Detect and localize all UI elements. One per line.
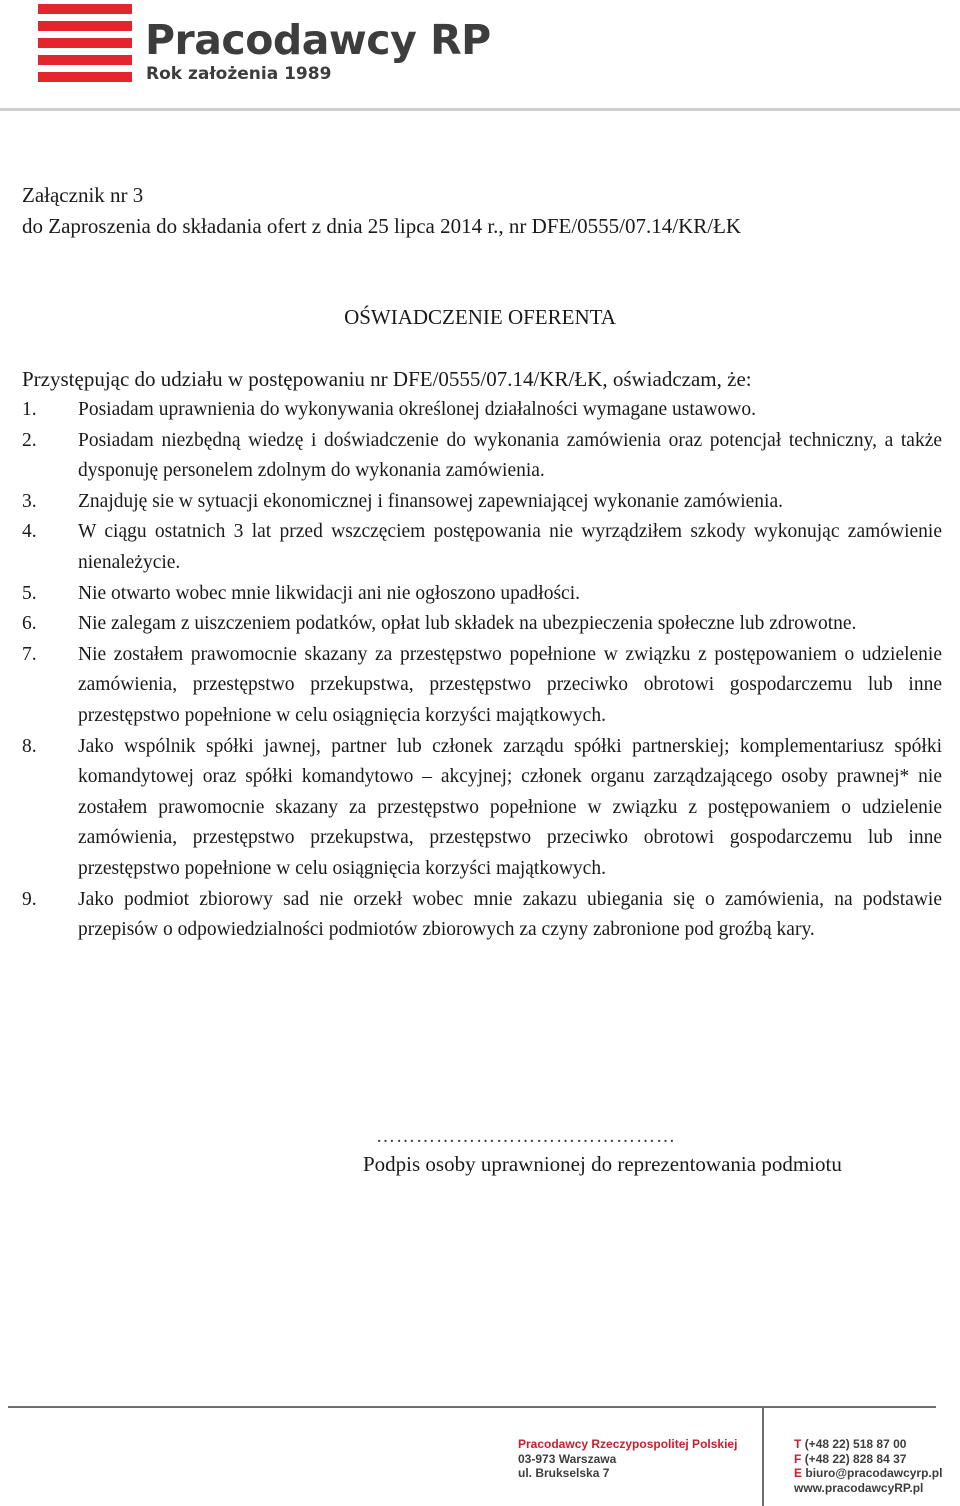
item-number: 2. xyxy=(22,429,37,451)
list-item xyxy=(22,640,942,732)
list-item xyxy=(22,517,942,578)
pracodawcy-rp-logo xyxy=(38,0,491,90)
item-text: Jako podmiot zbiorowy sad nie orzekł wobec mnie zakazu ubiegania się o zamówienia, na podstawie przepisów o odpowiedzialności podmiotów zbiorowych za czyny zabronione pod groźbą kary. xyxy=(78,888,942,941)
list-item xyxy=(22,609,942,640)
phone-key: T xyxy=(794,1437,802,1451)
item-number: 5. xyxy=(22,582,37,604)
footer-street: ul. Brukselska 7 xyxy=(518,1466,610,1480)
footer-phone xyxy=(794,1437,942,1452)
brand-tagline: Rok założenia 1989 xyxy=(146,64,332,84)
item-number: 3. xyxy=(22,490,37,512)
footer-divider xyxy=(8,1406,936,1408)
logo-mark-icon xyxy=(38,4,132,82)
document-title: OŚWIADCZENIE OFERENTA xyxy=(344,305,616,329)
attachment-info xyxy=(22,180,741,242)
attachment-reference: do Zaproszenia do składania ofert z dnia 25 lipca 2014 r., nr DFE/0555/07.14/KR/ŁK xyxy=(22,214,742,238)
item-text: Posiadam uprawnienia do wykonywania określonej działalności wymagane ustawowo. xyxy=(78,399,756,420)
brand-name: Pracodawcy RP xyxy=(145,16,491,64)
list-item xyxy=(22,487,942,518)
footer-postal: 03-973 Warszawa xyxy=(518,1451,617,1466)
email-value: biuro@pracodawcyrp.pl xyxy=(805,1466,943,1480)
list-item xyxy=(22,732,942,885)
list-item xyxy=(22,426,942,487)
item-text: Jako wspólnik spółki jawnej, partner lub członek zarządu spółki partnerskiej; komplementariusz spółki komandytowej oraz spółki komandytowo – akcyjnej; członek organu zarządzającego osoby prawnej* nie zostałem prawomocnie skazany za przestępstwo popełnione w związku z postępowaniem o udzielenie zamówienia, przestępstwo przekupstwa, przestępstwo przeciwko obrotowi gospodarczemu lub inne przestępstwo popełnione w celu osiągnięcia korzyści majątkowych. xyxy=(78,735,942,879)
item-text: Nie zostałem prawomocnie skazany za przestępstwo popełnione w związku z postępowaniem o udzielenie zamówienia, przestępstwo przekupstwa, przestępstwo przeciwko obrotowi gospodarczemu lub inne przestępstwo popełnione w celu osiągnięcia korzyści majątkowych. xyxy=(78,643,942,726)
footer-email xyxy=(794,1466,942,1481)
item-number: 7. xyxy=(22,643,37,665)
item-text: Posiadam niezbędną wiedzę i doświadczenie do wykonania zamówienia oraz potencjał techniczny, a także dysponuję personelem zdolnym do wykonania zamówienia. xyxy=(78,429,942,482)
declaration-list xyxy=(22,395,942,946)
fax-key: F xyxy=(794,1451,802,1466)
email-key: E xyxy=(794,1466,803,1480)
footer-fax xyxy=(794,1452,942,1467)
item-text: Nie otwarto wobec mnie likwidacji ani nie ogłoszono upadłości. xyxy=(78,582,581,604)
list-item xyxy=(22,579,942,610)
item-number: 4. xyxy=(22,521,37,543)
header-divider xyxy=(0,108,960,111)
footer-org-name: Pracodawcy Rzeczypospolitej Polskiej xyxy=(518,1437,738,1451)
item-number: 6. xyxy=(22,613,37,635)
footer-website xyxy=(794,1481,942,1496)
footer-address xyxy=(518,1437,737,1481)
signature-line: ……………………………………… xyxy=(376,1126,676,1147)
item-number: 1. xyxy=(22,399,37,420)
item-number: 8. xyxy=(22,735,37,757)
item-text: Nie zalegam z uiszczeniem podatków, opłat lub składek na ubezpieczenia społeczne lub zdrowotne. xyxy=(78,613,857,635)
footer-contacts xyxy=(794,1437,942,1495)
website-value: www.pracodawcyRP.pl xyxy=(794,1480,924,1495)
item-text: Znajduję sie w sytuacji ekonomicznej i finansowej zapewniającej wykonanie zamówienia. xyxy=(78,490,783,512)
item-text: W ciągu ostatnich 3 lat przed wszczęciem postępowania nie wyrządziłem szkody wykonując zamówienie nienależycie. xyxy=(78,521,942,573)
list-item xyxy=(22,885,942,946)
fax-value: (+48 22) 828 84 37 xyxy=(804,1451,907,1466)
footer-vertical-divider xyxy=(762,1408,764,1506)
phone-value: (+48 22) 518 87 00 xyxy=(804,1437,907,1451)
item-number: 9. xyxy=(22,888,37,910)
declaration-intro: Przystępując do udziału w postępowaniu nr DFE/0555/07.14/KR/ŁK, oświadczam, że: xyxy=(22,367,752,391)
attachment-number: Załącznik nr 3 xyxy=(22,183,144,207)
list-item xyxy=(22,395,942,426)
signature-label: Podpis osoby uprawnionej do reprezentowania podmiotu xyxy=(363,1152,842,1176)
